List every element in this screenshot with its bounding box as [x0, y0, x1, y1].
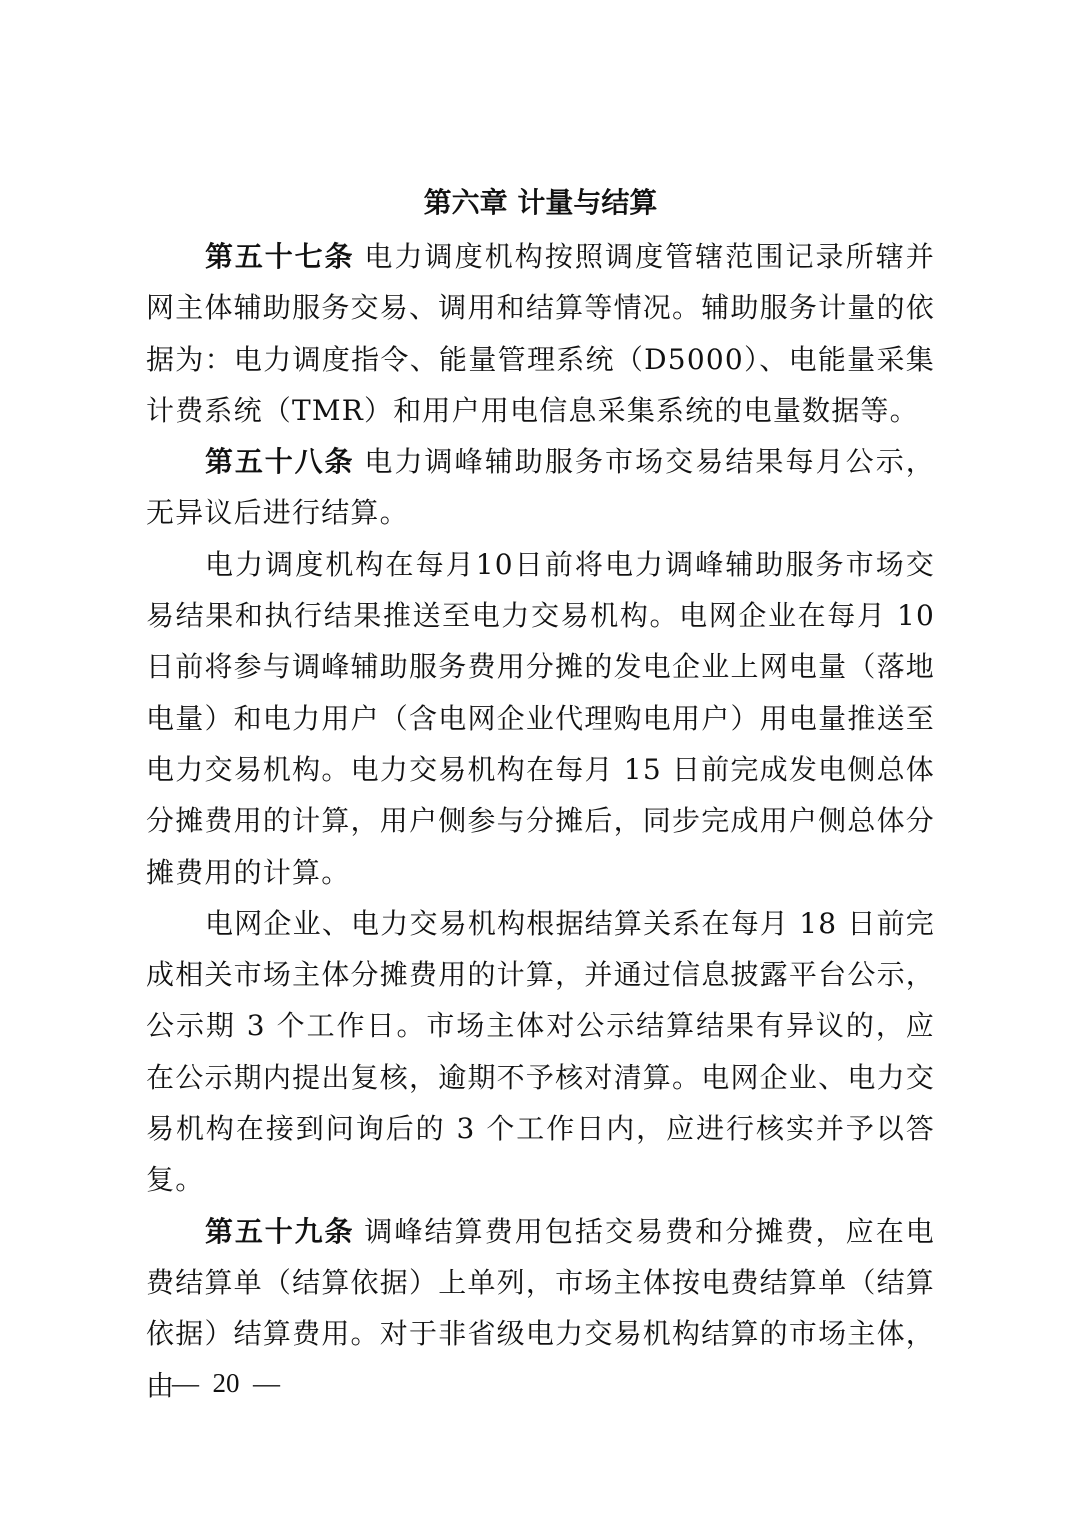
article-58 [146, 436, 935, 539]
article-text: 电力调度机构按照调度管辖范围记录所辖并网主体辅助服务交易、调用和结算等情况。辅助服务计量的依据为：电力调度指令、能量管理系统（D5000）、电能量采集计费系统（TMR）和用户用电信息采集系统的电量数据等。 [146, 240, 935, 427]
article-text: 调峰结算费用包括交易费和分摊费，应在电费结算单（结算依据）上单列，市场主体按电费结算单（结算依据）结算费用。对于非省级电力交易机构结算的市场主体，由 [146, 1214, 935, 1402]
chapter-title: 第六章 计量与结算 [423, 186, 658, 219]
article-number: 第五十九条 [205, 1214, 355, 1248]
article-number: 第五十七条 [205, 240, 355, 273]
article-text: 电力调峰辅助服务市场交易结果每月公示，无异议后进行结算。 [146, 445, 935, 530]
document-body [146, 231, 935, 1411]
article-58-paragraph-3: 电网企业、电力交易机构根据结算关系在每月 18 日前完成相关市场主体分摊费用的计算，并通过信息披露平台公示，公示期 3 个工作日。市场主体对公示结算结果有异议的，应在公示期内提出复核，逾期不予核对清算。电网企业、电力交易机构在接到问询后的 3 个工作日内，应进行核实并予以答复。 [146, 906, 935, 1197]
article-number: 第五十八条 [205, 445, 355, 479]
page-number: — 20 — [172, 1368, 280, 1398]
article-57 [146, 231, 935, 436]
article-58-paragraph-2: 电力调度机构在每月10日前将电力调峰辅助服务市场交易结果和执行结果推送至电力交易机构。电网企业在每月 10 日前将参与调峰辅助服务费用分摊的发电企业上网电量（落地电量）和电力用户（含电网企业代理购电用户）用电量推送至电力交易机构。电力交易机构在每月 15 日前完成发电侧总体分摊费用的计算，用户侧参与分摊后，同步完成用户侧总体分摊费用的计算。 [146, 547, 935, 889]
